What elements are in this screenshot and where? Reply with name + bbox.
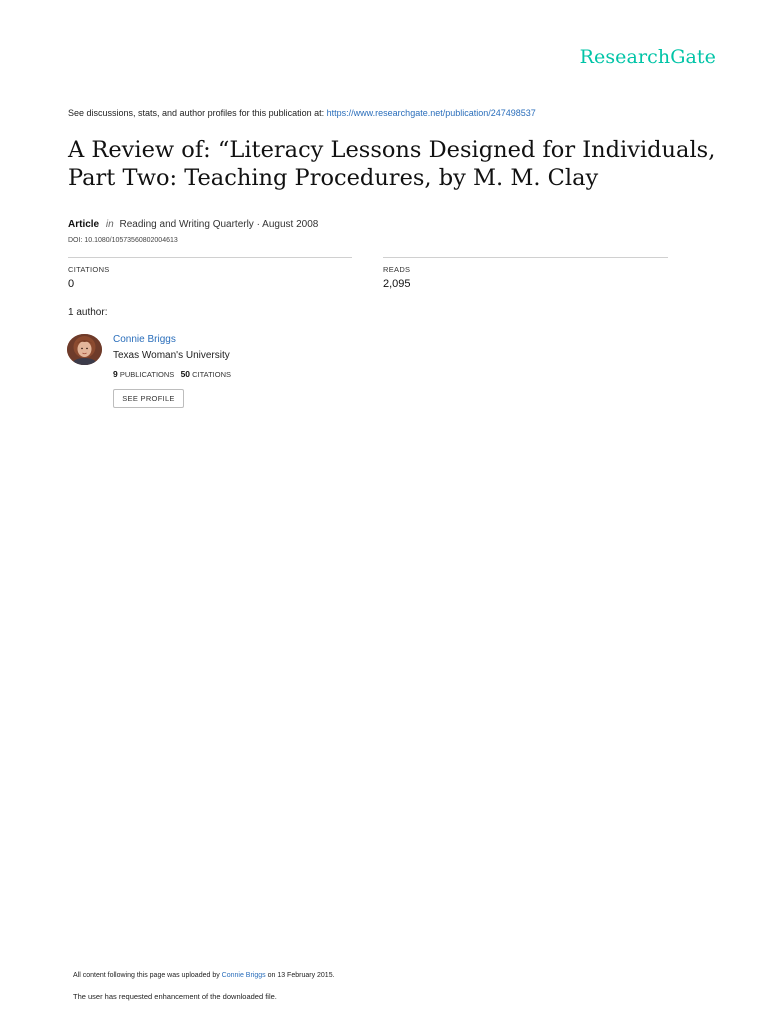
publication-date: August 2008 — [262, 219, 319, 230]
avatar-photo-icon — [67, 334, 102, 365]
author-name-link[interactable]: Connie Briggs — [113, 334, 176, 345]
publication-url-link[interactable]: https://www.researchgate.net/publication/247498537 — [326, 108, 536, 118]
author-stats — [113, 369, 231, 379]
see-profile-button[interactable]: SEE PROFILE — [113, 389, 184, 408]
discussion-text: See discussions, stats, and author profiles for this publication at: — [68, 108, 325, 118]
publication-type: Article — [68, 219, 100, 230]
doi-text: DOI: 10.1080/10573560802004613 — [68, 237, 178, 244]
enhancement-note: The user has requested enhancement of the downloaded file. — [73, 992, 277, 1001]
author-citations-label: CITATIONS — [192, 370, 232, 379]
citations-stat — [68, 257, 352, 290]
publication-title: A Review of: “Literacy Lessons Designed for Individuals, Part Two: Teaching Procedures, by M. M. Clay — [68, 137, 716, 191]
authors-heading: 1 author: — [68, 307, 108, 318]
author-publications-count: 9 — [113, 369, 118, 379]
upload-notice — [73, 972, 335, 979]
author-institution: Texas Woman's University — [113, 350, 230, 361]
upload-suffix: on 13 February 2015. — [267, 972, 335, 979]
in-label: in — [105, 219, 114, 230]
reads-value: 2,095 — [383, 278, 411, 290]
publication-meta — [68, 219, 318, 230]
author-card — [67, 334, 367, 414]
researchgate-logo[interactable]: ResearchGate — [579, 46, 716, 68]
meta-separator: · — [253, 219, 263, 230]
author-publications-label: PUBLICATIONS — [119, 370, 175, 379]
citations-value: 0 — [68, 278, 75, 290]
author-avatar[interactable] — [67, 334, 102, 365]
reads-label: READS — [383, 265, 411, 274]
discussion-line — [68, 108, 536, 118]
uploader-link[interactable]: Connie Briggs — [221, 972, 266, 979]
author-citations-count: 50 — [180, 369, 191, 379]
citations-label: CITATIONS — [68, 265, 110, 274]
journal-name[interactable]: Reading and Writing Quarterly — [119, 219, 254, 230]
upload-prefix: All content following this page was uploaded by — [73, 972, 220, 979]
reads-stat — [383, 257, 668, 290]
